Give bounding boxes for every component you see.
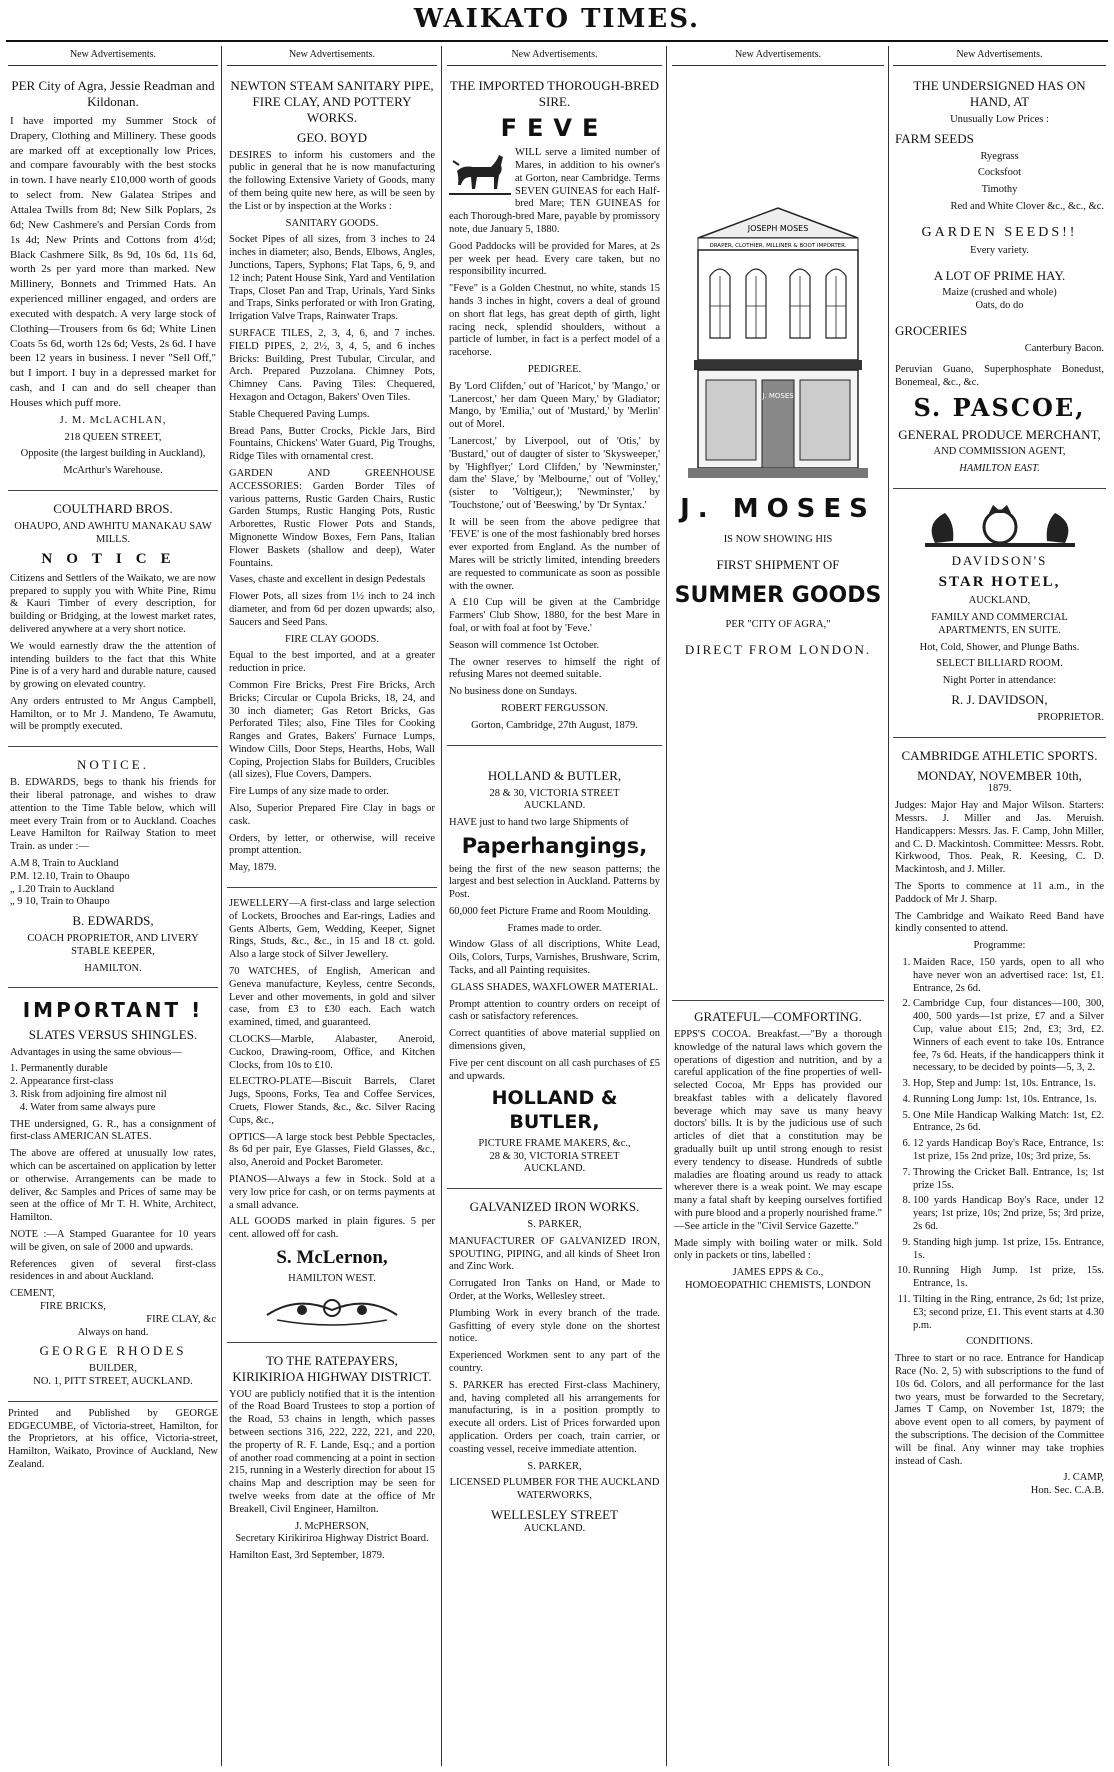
ad-body: Plumbing Work in every branch of the trade. Gasfitting of every style done on the shortest notice.	[449, 1307, 660, 1345]
ad-name: S. McLernon,	[276, 1246, 388, 1268]
ad-title: THE IMPORTED THOROUGH-BRED SIRE.	[449, 78, 660, 110]
holland-butler-ad	[447, 752, 662, 1190]
ad-body: FAMILY AND COMMERCIAL APARTMENTS, EN SUITE.	[931, 612, 1068, 636]
ad-sign: J. CAMP,	[1063, 1472, 1104, 1484]
ad-place: HAMILTON EAST.	[959, 463, 1040, 475]
moses-ad	[672, 74, 884, 670]
ad-body: PIANOS—Always a few in Stock. Sold at a very low price for cash, or on terms payments at a small advance.	[229, 1174, 435, 1211]
ad-subtitle: SLATES VERSUS SHINGLES.	[28, 1026, 198, 1042]
royal-crest-icon	[905, 503, 1095, 549]
ad-role: HOMOEOPATHIC CHEMISTS, LONDON	[684, 1280, 871, 1292]
feve-stud-ad	[447, 74, 662, 745]
column-header: New Advertisements.	[893, 46, 1106, 66]
ad-name: JAMES EPPS & Co.,	[732, 1267, 824, 1279]
list-item: 2. Cambridge Cup, four distances—100, 300, 400, 500 yards—1st prize, £7 and a Silver Cup, value about £15; 2nd, £3; 3rd, £2. Winners of each event to take 10s. Entrance fee, 7s 6d. Heats, if the handicappers think it necessary, to be decided by points—5, 3, 2.	[913, 998, 1104, 1075]
ad-role: Secretary Kirikiriroa Highway District Board.	[235, 1533, 429, 1545]
ad-body: Fire Lumps of any size made to order.	[229, 786, 389, 798]
ad-body: Three to start or no race. Entrance for Handicap Race (No. 2, 5) with subscriptions to the fund of 10s 6d. Colors, and all performance for the last two years, must be forwarded to the Secretary, James T Camp, on November 1st, 1879; the above event open to all comers, by payment of the subscriptions. The decision of the Committee will be final. Any winner may take trophies instead of Cash.	[895, 1353, 1104, 1467]
ad-city: AUCKLAND,	[968, 595, 1031, 607]
ad-body: ELECTRO-PLATE—Biscuit Barrels, Claret Jugs, Spoons, Forks, Tea and Coffee Services, Cruets, Flower Stands, &c., &c. Silver Racing Cups, &c.,	[229, 1076, 435, 1126]
ad-body: Common Fire Bricks, Prest Fire Bricks, Arch Bricks; Circular or Cupola Bricks, 18, 24, and 30 inch diameter; Gas Retort Bricks, Gas Perforated Tiles; also, Fine Tiles for Cooking Ranges and Grates, Bakers' Furnace Lumps, Window Cills, Door Steps, Hearths, Hobs, Wall Coping, Projection Slabs for Builders, Crucibles (all sizes), Flue Covers, Dampers.	[229, 679, 435, 781]
ad-sign: S. PARKER,	[527, 1460, 582, 1472]
column-header: New Advertisements.	[447, 46, 662, 66]
ad-body: Citizens and Settlers of the Waikato, we are now prepared to supply you with White Pine, Rimu & Kauri Timber of every description, for building or Bridging, at the lowest market rates, delivered anywhere at a very short notice.	[10, 572, 216, 635]
ad-year: 1879.	[987, 783, 1012, 795]
ad-body: The above are offered at unusually low rates, which can be ascertained on application by letter or otherwise. Arrangements can be made to deliver, &c Samples and Prices of same may be seen at the office of Mr T. H. White, Architect, Hamilton.	[10, 1148, 216, 1224]
ad-name: S. PASCOE,	[913, 393, 1086, 423]
shop-sign-sub: DRAPER, CLOTHIER, MILLINER & BOOT IMPORTER.	[709, 243, 847, 250]
section-heading: GLASS SHADES, WAXFLOWER MATERIAL.	[450, 981, 659, 993]
ad-body: CLOCKS—Marble, Alabaster, Aneroid, Cuckoo, Drawing-room, Office, and Kitchen Clocks, from 10s to £10.	[229, 1034, 435, 1071]
ad-body: Orders, by letter, or otherwise, will receive prompt attention.	[229, 832, 435, 857]
ad-body: SURFACE TILES, 2, 3, 4, 6, and 7 inches. FIELD PIPES, 2, 2½, 3, 4, 5, and 6 inches Bricks: Building, Prest Tubular, Circular, and Arch. Prepared Puzzolana. Chimney Pots, Chimney Cans. Paving Tiles: Chequered, Hexagon and Octagon, Bakers' Oven Tiles.	[229, 327, 435, 403]
ad-role: Hon. Sec. C.A.B.	[1030, 1485, 1104, 1497]
seed-item: Ryegrass	[980, 150, 1019, 162]
masthead: WAIKATO TIMES.	[413, 4, 701, 34]
floral-ornament-icon	[257, 1290, 407, 1330]
ad-body: Any orders entrusted to Mr Angus Campbell, Hamilton, or to Mr J. Mandeno, Te Awamutu, will be promptly executed.	[10, 695, 216, 733]
ad-body: Hot, Cold, Shower, and Plunge Baths.	[919, 641, 1080, 653]
list-item: 10. Running High Jump. 1st prize, 15s. Entrance, 1s.	[913, 1265, 1104, 1291]
ad-body: S. PARKER has erected First-class Machinery, and, having completed all his arrangements for manufacturing, is in a position promptly to execute all orders. List of Prices forwarded upon application. Orders per coach, train carrier, or coasting vessel, receive immediate attention.	[449, 1379, 660, 1455]
ad-body: Correct quantities of above material supplied on dimensions given,	[449, 1028, 660, 1053]
ad-place: HAMILTON.	[84, 962, 142, 974]
column-divider	[666, 46, 667, 1766]
ad-body: Peruvian Guano, Superphosphate Bonedust, Bonemeal, &c., &c.	[895, 363, 1104, 388]
section-heading: GARDEN SEEDS!!	[921, 224, 1078, 240]
list-item: 8. 100 yards Handicap Boy's Race, under 12 years; 1st prize, 10s; 2nd prize, 5s; 3rd prize, 2s 6d.	[913, 1195, 1104, 1233]
ad-body: Good Paddocks will be provided for Mares, at 2s per week per head. Every care taken, but no responsibility incurred.	[449, 240, 660, 278]
section-heading: Programme:	[973, 940, 1026, 952]
seed-item: Timothy	[981, 184, 1018, 196]
ad-body: Judges: Major Hay and Major Wilson. Starters: Messrs. J. Miller and Jas. Meruish. Handicappers: Messrs. Jas. F. Camp, John Miller, and C. D. Mackintosh. Committee: Messrs. Robt. Kirkwood, Thos. Peak, R. Keesing, C. D. Mackintosh, and J. Miller.	[895, 800, 1104, 876]
list-item: 9. Standing high jump. 1st prize, 15s. Entrance, 1s.	[913, 1237, 1104, 1263]
ad-address: 28 & 30, VICTORIA STREET	[489, 1150, 620, 1162]
item-bricks: FIRE BRICKS,	[40, 1300, 106, 1312]
ad-subtitle: OHAUPO, AND AWHITU MANAKAU SAW MILLS.	[14, 520, 212, 545]
ad-body: I have imported my Summer Stock of Drapery, Clothing and Millinery. These goods are marked off at exceptionally low Prices, and compare favourably with the best stocks in town. I have nearly £10,000 worth of goods to select from. New Galatea Stripes and Attalea Twills from 8d; New Silk Poplars, 2s 6d; New Cashmere's and Persian Cords from 1s 4d; New Prints and Cottons from 4½d; Black Cashmere Silk, 8s 9d, 10s 6d, 11s 6d, worth 2s per yard more than marked. New Millinery, Bonnets and Trimmed Hats. An experienced milliner engaged, and orders are executed with despatch. A very large stock of Clothing—Trousers from 6s 6d; White Linen Coats 5s 6d, worth 12s 6d; Vests, 2s 6d. I have been 12 years in business. I never "Sell Off," but I import. I buy in a depressed market for cash, and I can and do sell cheaper than Houses which puff more.	[10, 114, 216, 409]
ad-agent: AND COMMISSION AGENT,	[933, 446, 1066, 458]
column-1	[8, 46, 218, 1766]
timetable-row: A.M 8, Train to Auckland	[10, 857, 119, 869]
column-2	[227, 46, 437, 1766]
shop-door-sign: J. MOSES	[762, 392, 794, 401]
list-item: 4. Running Long Jump: 1st, 10s. Entrance, 1s.	[913, 1094, 1104, 1107]
ad-body: Socket Pipes of all sizes, from 3 inches to 24 inches in diameter; also, Bends, Elbows, Angles, Junctions, Tapers, Syphons; Flat Taps, 6, 9, and 12 inch; Patent House Sink, Yard and Ventilation Traps, Closet Pan and Trap, Urinals, Yard Sinks and Traps, Sinks perforated or with Iron Grating, Irrigation Valve Traps, Rainwater Traps.	[229, 234, 435, 323]
ad-date: Hamilton East, 3rd September, 1879.	[229, 1550, 385, 1562]
slates-ad	[8, 994, 218, 1401]
star-hotel-ad	[893, 495, 1106, 738]
ad-body: Maize (crushed and whole)	[942, 287, 1057, 299]
ad-name: B. EDWARDS,	[72, 913, 154, 929]
ad-body: ALL GOODS marked in plain figures. 5 per cent. allowed off for cash.	[229, 1216, 435, 1241]
ad-title: CAMBRIDGE ATHLETIC SPORTS.	[901, 747, 1098, 763]
ad-role: PROPRIETOR.	[1037, 711, 1104, 723]
ad-body: Stable Chequered Paving Lumps.	[229, 408, 370, 420]
ad-body: DESIRES to inform his customers and the public in general that he is now manufacturing the following Extensive Variety of Goods, many of them being quite new here, as will be seen by the List or by inspection at the Works :	[229, 149, 435, 212]
ad-title: GALVANIZED IRON WORKS.	[469, 1199, 640, 1215]
ad-name: GEORGE RHODES	[39, 1343, 187, 1359]
pascoe-ad	[893, 74, 1106, 489]
ad-name: J. MOSES	[680, 494, 876, 525]
ad-body: GARDEN AND GREENHOUSE ACCESSORIES: Garden Border Tiles of various patterns, Rustic Garden Chairs, Rustic Garden Stumps, Rustic Hanging Pots, Rustic Arborettes, Rustic Flower Pots and Stands, Mignonette Window Boxes, Fern Pans, Italian Flower Baskets (shallow and deep), Water Fountains.	[229, 467, 435, 569]
ad-body: B. EDWARDS, begs to thank his friends for their liberal patronage, and wishes to draw attention to the Time Table below, which will meet every Train from or to Auckland. Coaches Leave Hamilton for Railway Station to meet Train. as under :—	[10, 777, 216, 853]
ad-name: R. J. DAVIDSON,	[951, 691, 1048, 707]
horse-icon	[449, 149, 511, 199]
ad-body: Season will commence 1st October.	[449, 639, 600, 651]
section-heading: PEDIGREE.	[527, 363, 582, 375]
ad-date: Gorton, Cambridge, 27th August, 1879.	[471, 719, 638, 731]
ad-role: GENERAL PRODUCE MERCHANT,	[898, 426, 1101, 442]
ad-line: DIRECT FROM LONDON.	[684, 642, 872, 658]
ad-body: We would earnestly draw the the attention of intending builders to the fact that this White Pine is of a very hard and durable nature, caused by growing on elevated country.	[10, 640, 216, 691]
ad-body: 70 WATCHES, of English, American and Geneva manufacture, Keyless, centre Seconds, Lever and other movements, in gold and silver case, from £3 to £30 each. Each watch examined, timed, and guaranteed.	[229, 966, 435, 1029]
ad-name: J. McPHERSON,	[295, 1520, 369, 1532]
list-item: 2. Appearance first-class	[10, 1076, 114, 1088]
imprint: Printed and Published by GEORGE EDGECUMBE, of Victoria-street, Hamilton, for the Proprietors, at his office, Victoria-street, Hamilton, Waikato, Province of Auckland, New Zealand.	[8, 1407, 218, 1470]
ad-date: May, 1879.	[229, 862, 277, 874]
ad-body: The Sports to commence at 11 a.m., in the Paddock of Mr J. Sharp.	[895, 880, 1104, 905]
ad-body: MANUFACTURER OF GALVANIZED IRON, SPOUTING, PIPING, and all kinds of Sheet Iron and Zinc Work.	[449, 1235, 660, 1273]
ad-role: PICTURE FRAME MAKERS, &c.,	[478, 1137, 631, 1149]
list-item: 4. Water from same always pure	[20, 1101, 156, 1113]
ad-role: COACH PROPRIETOR, AND LIVERY STABLE KEEPER,	[27, 932, 199, 957]
ad-address: 28 & 30, VICTORIA STREET	[489, 787, 620, 799]
ad-role: LICENSED PLUMBER FOR THE AUCKLAND WATERWORKS,	[449, 1477, 660, 1502]
ad-body: Vases, chaste and excellent in design Pedestals	[229, 574, 426, 586]
column-divider	[888, 46, 889, 1766]
seed-item: Cocksfoot	[977, 167, 1022, 179]
edwards-ad	[8, 753, 218, 988]
mclachlan-ad	[8, 74, 218, 491]
ad-name: HOLLAND & BUTLER,	[491, 1087, 618, 1133]
ad-body: OPTICS—A large stock best Pebble Spectacles, 8s 6d per pair, Eye Glasses, Field Glasses, &c., also, Aneroid and Pocket Barometer.	[229, 1131, 435, 1169]
ad-title: TO THE RATEPAYERS, KIRIKIRIOA HIGHWAY DISTRICT.	[232, 1352, 432, 1384]
timetable-row: P.M. 12.10, Train to Ohaupo	[10, 870, 130, 882]
ad-body: Canterbury Bacon.	[1024, 342, 1104, 354]
ad-body: being the first of the new season patterns; the largest and best selection in Auckland. Patterns by Post.	[449, 863, 660, 901]
ad-body: Also, Superior Prepared Fire Clay in bags or cask.	[229, 803, 435, 827]
ad-name: GEO. BOYD	[296, 129, 368, 145]
item-hand: Always on hand.	[77, 1326, 149, 1338]
hotel-name: STAR HOTEL,	[938, 573, 1061, 590]
notice-heading: NOTICE	[41, 551, 185, 568]
ad-body: HAVE just to hand two large Shipments of	[449, 817, 629, 829]
ad-title: DAVIDSON'S	[951, 553, 1048, 569]
galvanized-iron-ad	[447, 1195, 662, 1547]
ad-body: Five per cent discount on all cash purchases of £5 and upwards.	[449, 1057, 660, 1082]
list-item: 1. Maiden Race, 150 yards, open to all who have never won an advertised race: 1st, £1. Entrance, 2s 6d.	[913, 957, 1104, 995]
ad-body: YOU are publicly notified that it is the intention of the Road Board Trustees to stop a portion of the Road, 53 chains in length, which passes between sections 316, 222, 222, 221, and 220, the property of R. F. Lande, Esq.; and a portion of another road commencing at a point in section 215, running in a Westerly direction for about 15 chains Map and description may be seen for twelve weeks from date at the office of Mr Breakell, Civil Engineer, Hamilton.	[229, 1388, 435, 1515]
list-item: 6. 12 yards Handicap Boy's Race, Entrance, 1s: 1st prize, 15s 2nd prize, 10s; 3rd prize, 5s.	[913, 1138, 1104, 1164]
ad-warehouse: McArthur's Warehouse.	[63, 465, 163, 477]
ad-body: No business done on Sundays.	[449, 686, 578, 698]
ad-body: SELECT BILLIARD ROOM.	[936, 658, 1063, 670]
list-item: 1. Permanently durable	[10, 1063, 108, 1075]
column-header: New Advertisements.	[8, 46, 218, 66]
ad-body: By 'Lord Clifden,' out of 'Haricot,' by 'Mango,' or 'Lanercost,' her dam Queen Mary,' by Gladiator; Mango, by 'Emilia,' out of 'Mustard,' by 'Merlin' out of Morel.	[449, 380, 660, 431]
ad-body: Bread Pans, Butter Crocks, Pickle Jars, Bird Fountains, Chickens' Water Guard, Pig Troughs, Ridge Tiles with ornamental crest.	[229, 425, 435, 463]
column-header: New Advertisements.	[672, 46, 884, 66]
ad-title: THE UNDERSIGNED HAS ON HAND, AT	[913, 78, 1086, 110]
item-clay: FIRE CLAY, &c	[146, 1313, 216, 1325]
coulthard-ad	[8, 497, 218, 747]
ad-body: It will be seen from the above pedigree that 'FEVE' is one of the most fashionably bred horses ever exported from England. As the number of Mares will be strictly limited, intending breeders are requested to communicate as soon as possible with the owner.	[449, 516, 660, 592]
ad-name: J. M. McLACHLAN,	[59, 414, 167, 426]
section-heading: FIRE CLAY GOODS.	[284, 633, 380, 645]
ad-body: JEWELLERY—A first-class and large selection of Lockets, Brooches and Ear-rings, Ladies and Gents Alberts, Gem, Wedding, Keeper, Signet Rings, Studs, &c., &c., in 15 and 18 ct. gold. Also a large stock of Silver Jewellery.	[229, 898, 435, 961]
list-item: 5. One Mile Handicap Walking Match: 1st, £2. Entrance, 2s 6d.	[913, 1110, 1104, 1136]
ad-line: PER "CITY OF AGRA,"	[725, 619, 831, 631]
horse-name: FEVE	[500, 113, 609, 142]
events-list	[913, 957, 1104, 1333]
ad-body: A £10 Cup will be given at the Cambridge Farmers' Club Show, 1880, for the best Mare in foal, or with foal at foot by 'Feve.'	[449, 597, 660, 635]
ad-address: 218 QUEEN STREET,	[64, 431, 162, 443]
shop-sign: JOSEPH MOSES	[747, 224, 809, 234]
ad-date: MONDAY, NOVEMBER 10th,	[917, 767, 1082, 783]
item-cement: CEMENT,	[10, 1288, 56, 1300]
ad-title: GRATEFUL—COMFORTING.	[694, 1009, 862, 1025]
column-5	[893, 46, 1106, 1766]
ad-body: Advantages in using the same obvious—	[10, 1046, 182, 1058]
masthead-rule	[6, 40, 1108, 42]
ad-body: Frames made to order.	[507, 922, 602, 934]
ad-body: The owner reserves to himself the right of refusing Mares not deemed suitable.	[449, 656, 660, 681]
ad-address: WELLESLEY STREET	[491, 1506, 618, 1522]
ad-title: NOTICE.	[77, 757, 149, 773]
ad-body: Made simply with boiling water or milk. Sold only in packets or tins, labelled :	[674, 1237, 882, 1262]
ad-city: AUCKLAND.	[523, 1163, 586, 1175]
athletic-sports-ad	[893, 744, 1106, 1510]
column-divider	[441, 46, 442, 1766]
ad-address: NO. 1, PITT STREET, AUCKLAND.	[33, 1376, 193, 1387]
ad-body: Window Glass of all discriptions, White Lead, Oils, Colors, Turps, Varnishes, Brushware, Scrim, Tacks, and all Painting requisites.	[449, 939, 660, 977]
section-heading: FARM SEEDS	[895, 130, 974, 146]
ad-title: COULTHARD BROS.	[53, 500, 173, 516]
section-heading: CONDITIONS.	[966, 1336, 1033, 1348]
ad-place: HAMILTON WEST.	[288, 1273, 376, 1285]
mclernon-jeweller-ad	[227, 894, 437, 1343]
ad-line: FIRST SHIPMENT OF	[716, 556, 840, 572]
section-heading: A LOT OF PRIME HAY.	[933, 267, 1066, 283]
list-item: 11. Tilting in the Ring, entrance, 2s 6d; 1st prize, £3; second prize, £1. This event starts at 4.30 p.m.	[913, 1294, 1104, 1332]
summer-goods-heading: SUMMER GOODS	[674, 582, 882, 608]
ad-opposite: Opposite (the largest building in Auckland),	[20, 448, 206, 460]
ad-body: THE undersigned, G. R., has a consignment of first-class AMERICAN SLATES.	[10, 1118, 216, 1143]
ad-body: Flower Pots, all sizes from 1½ inch to 24 inch diameter, and from 6d per dozen upwards; also, Saucers and Seed Pans.	[229, 591, 435, 628]
ad-line: IS NOW SHOWING HIS	[723, 533, 833, 545]
ad-body: NOTE :—A Stamped Guarantee for 10 years will be given, on sale of 2000 and upwards.	[10, 1228, 216, 1253]
seed-item: Red and White Clover &c., &c., &c.	[950, 200, 1104, 212]
ad-body: EPPS'S COCOA. Breakfast.—"By a thorough knowledge of the natural laws which govern the operations of digestion and nutrition, and by a careful application of the fine properties of well-selected Cocoa, Mr Epps has provided our breakfast tables with a delicately flavored beverage which may save us many heavy doctors' bills. It is by the judicious use of such articles of diet that a constitution may be gradually built up until strong enough to resist every tendency to disease. Hundreds of subtle maladies are floating around us ready to attack wherever there is a weak point. We may escape many a fatal shaft by keeping ourselves fortified with pure blood and a properly nourished frame." —See article in the "Civil Service Gazette."	[674, 1028, 882, 1232]
ad-body: 60,000 feet Picture Frame and Room Moulding.	[449, 905, 651, 917]
paperhangings-heading: Paperhangings,	[461, 833, 648, 858]
ad-title: NEWTON STEAM SANITARY PIPE, FIRE CLAY, AND POTTERY WORKS.	[230, 78, 434, 125]
ad-title: PER City of Agra, Jessie Readman and Kildonan.	[11, 78, 215, 110]
ad-body: WILL serve a limited number of Mares, in addition to his owner's at Gorton, near Cambridge. Terms SEVEN GUINEAS for each Half-bred Mare; TEN GUINEAS for each Thorough-bred Mare, payable by promissory note, due January 5, 1880.	[449, 147, 660, 235]
ad-body: "Feve" is a Golden Chestnut, no white, stands 15 hands 3 inches in hight, covers a deal of ground on short flat legs, has great depth of girth, light racing neck, splendid shoulders, without a particle of lumber, in fact is a perfect model of a racehorse.	[449, 283, 660, 359]
ad-city: AUCKLAND.	[523, 1522, 586, 1534]
ad-name: S. PARKER,	[527, 1219, 582, 1231]
ad-prices: Unusually Low Prices :	[950, 113, 1049, 125]
ad-city: AUCKLAND.	[523, 800, 586, 812]
ad-body: Oats, do do	[975, 300, 1024, 312]
ad-body: Corrugated Iron Tanks on Hand, or Made to Order, at the Works, Wellesley street.	[449, 1278, 660, 1303]
column-divider	[221, 46, 222, 1766]
epps-cocoa-ad	[672, 1000, 884, 1305]
column-3	[447, 46, 662, 1766]
ad-sign: ROBERT FERGUSSON.	[500, 703, 609, 715]
shop-building-icon	[688, 198, 868, 478]
list-item: 3. Hop, Step and Jump: 1st, 10s. Entrance, 1s.	[913, 1078, 1104, 1091]
section-heading: GROCERIES	[895, 323, 968, 339]
ratepayers-ad	[227, 1349, 437, 1575]
newton-pottery-ad	[227, 74, 437, 888]
ad-body: Every variety.	[970, 244, 1029, 256]
column-header: New Advertisements.	[227, 46, 437, 66]
timetable-row: „ 9 10, Train to Ohaupo	[10, 896, 110, 908]
ad-body: 'Lanercost,' by Liverpool, out of 'Otis,' by 'Bustard,' out of daugter of sister to 'Skysweeper,' by 'Highflyer;' Lord Clifden,' by 'Newminster,' dam the' Slave,' by 'Melbourne,' out of 'Volley,' (sister to 'Voltigeur,); 'Newminster,' by 'Touchstone,' out of 'Beeswing,' by 'Dr Syntax.'	[449, 435, 660, 511]
timetable-row: „ 1.20 Train to Auckland	[10, 883, 115, 895]
column-4	[672, 46, 884, 1766]
ad-body: Equal to the best imported, and at a greater reduction in price.	[229, 650, 435, 675]
ad-body: Prompt attention to country orders on receipt of cash or satisfactory references.	[449, 998, 660, 1023]
ad-body: References given of several first-class residences in and about Auckland.	[10, 1258, 216, 1283]
ad-role: BUILDER,	[88, 1363, 138, 1375]
list-item: 3. Risk from adjoining fire almost nil	[10, 1089, 167, 1100]
ad-body: Experienced Workmen sent to any part of the country.	[449, 1350, 660, 1375]
section-heading: SANITARY GOODS.	[285, 217, 379, 229]
ad-body: The Cambridge and Waikato Reed Band have kindly consented to attend.	[895, 910, 1104, 935]
ad-name: HOLLAND & BUTLER,	[487, 767, 622, 783]
ad-body: Night Porter in attendance:	[942, 675, 1057, 687]
ad-title: IMPORTANT !	[22, 998, 204, 1023]
list-item: 7. Throwing the Cricket Ball. Entrance, 1s; 1st prize 15s.	[913, 1167, 1104, 1193]
